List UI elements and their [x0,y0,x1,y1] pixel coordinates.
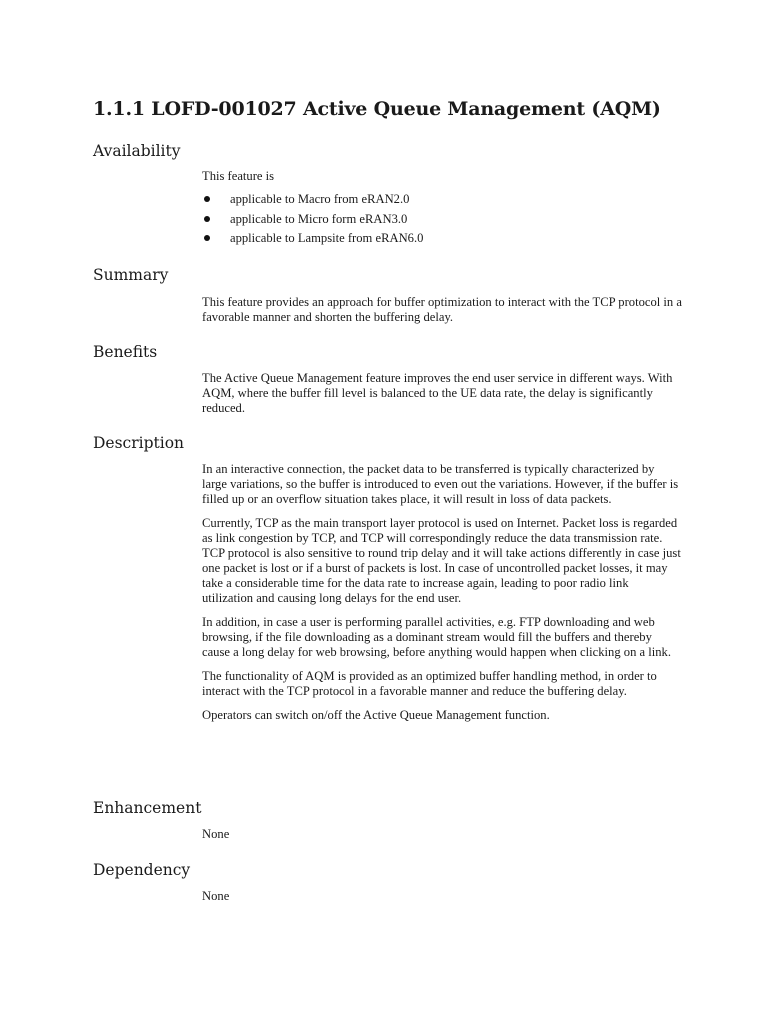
description-paragraph: In an interactive connection, the packet data to be transferred is typically characterized by large variations, so the buffer is introduced to even out the variations. However, if the buffer is filled up or an overflow situation takes place, it will result in loss of data packets. [202,462,679,506]
description-paragraph: The functionality of AQM is provided as an optimized buffer handling method, in order to interact with the TCP protocol in a favorable manner and reduce the buffering delay. [202,669,657,698]
document-title: 1.1.1 LOFD-001027 Active Queue Management (AQM) [93,98,661,120]
enhancement-text: None [202,827,230,841]
availability-intro: This feature is [202,169,275,183]
availability-list [202,192,682,251]
enhancement-heading: Enhancement [93,799,202,817]
benefits-heading: Benefits [93,343,158,361]
bullet-icon [204,235,210,241]
list-item [202,231,682,251]
list-item-text: applicable to Lampsite from eRAN6.0 [230,231,424,245]
benefits-text: The Active Queue Management feature improves the end user service in different ways. With AQM, where the buffer fill level is balanced to the UE data rate, the delay is significantly reduced. [202,371,673,415]
list-item [202,192,682,212]
benefits-section [202,371,682,425]
description-section [202,462,682,732]
description-paragraph: Currently, TCP as the main transport layer protocol is used on Internet. Packet loss is regarded as link congestion by TCP, and TCP will correspondingly reduce the data transmission rate. TCP protocol is also sensitive to round trip delay and it will take actions differently in case just one packet is lost or if a burst of packets is lost. In case of uncontrolled packet losses, it may take a considerable time for the data rate to increase again, leading to poor radio link utilization and causing long delays for the end user. [202,516,681,605]
summary-heading: Summary [93,266,169,284]
availability-section [202,169,682,251]
dependency-section [202,889,682,913]
bullet-icon [204,196,210,202]
summary-section [202,295,682,334]
availability-heading: Availability [93,142,181,160]
list-item [202,212,682,232]
list-item-text: applicable to Macro from eRAN2.0 [230,192,410,206]
bullet-icon [204,216,210,222]
dependency-text: None [202,889,230,903]
description-paragraph: Operators can switch on/off the Active Queue Management function. [202,708,550,722]
summary-text: This feature provides an approach for buffer optimization to interact with the TCP protocol in a favorable manner and shorten the buffering delay. [202,295,682,324]
description-heading: Description [93,434,185,452]
enhancement-section [202,827,682,851]
dependency-heading: Dependency [93,861,191,879]
list-item-text: applicable to Micro form eRAN3.0 [230,211,408,226]
description-paragraph: In addition, in case a user is performing parallel activities, e.g. FTP downloading and web browsing, if the file downloading as a dominant stream would fill the buffers and thereby cause a long delay for web browsing, before anything would happen when clicking on a link. [202,615,671,659]
